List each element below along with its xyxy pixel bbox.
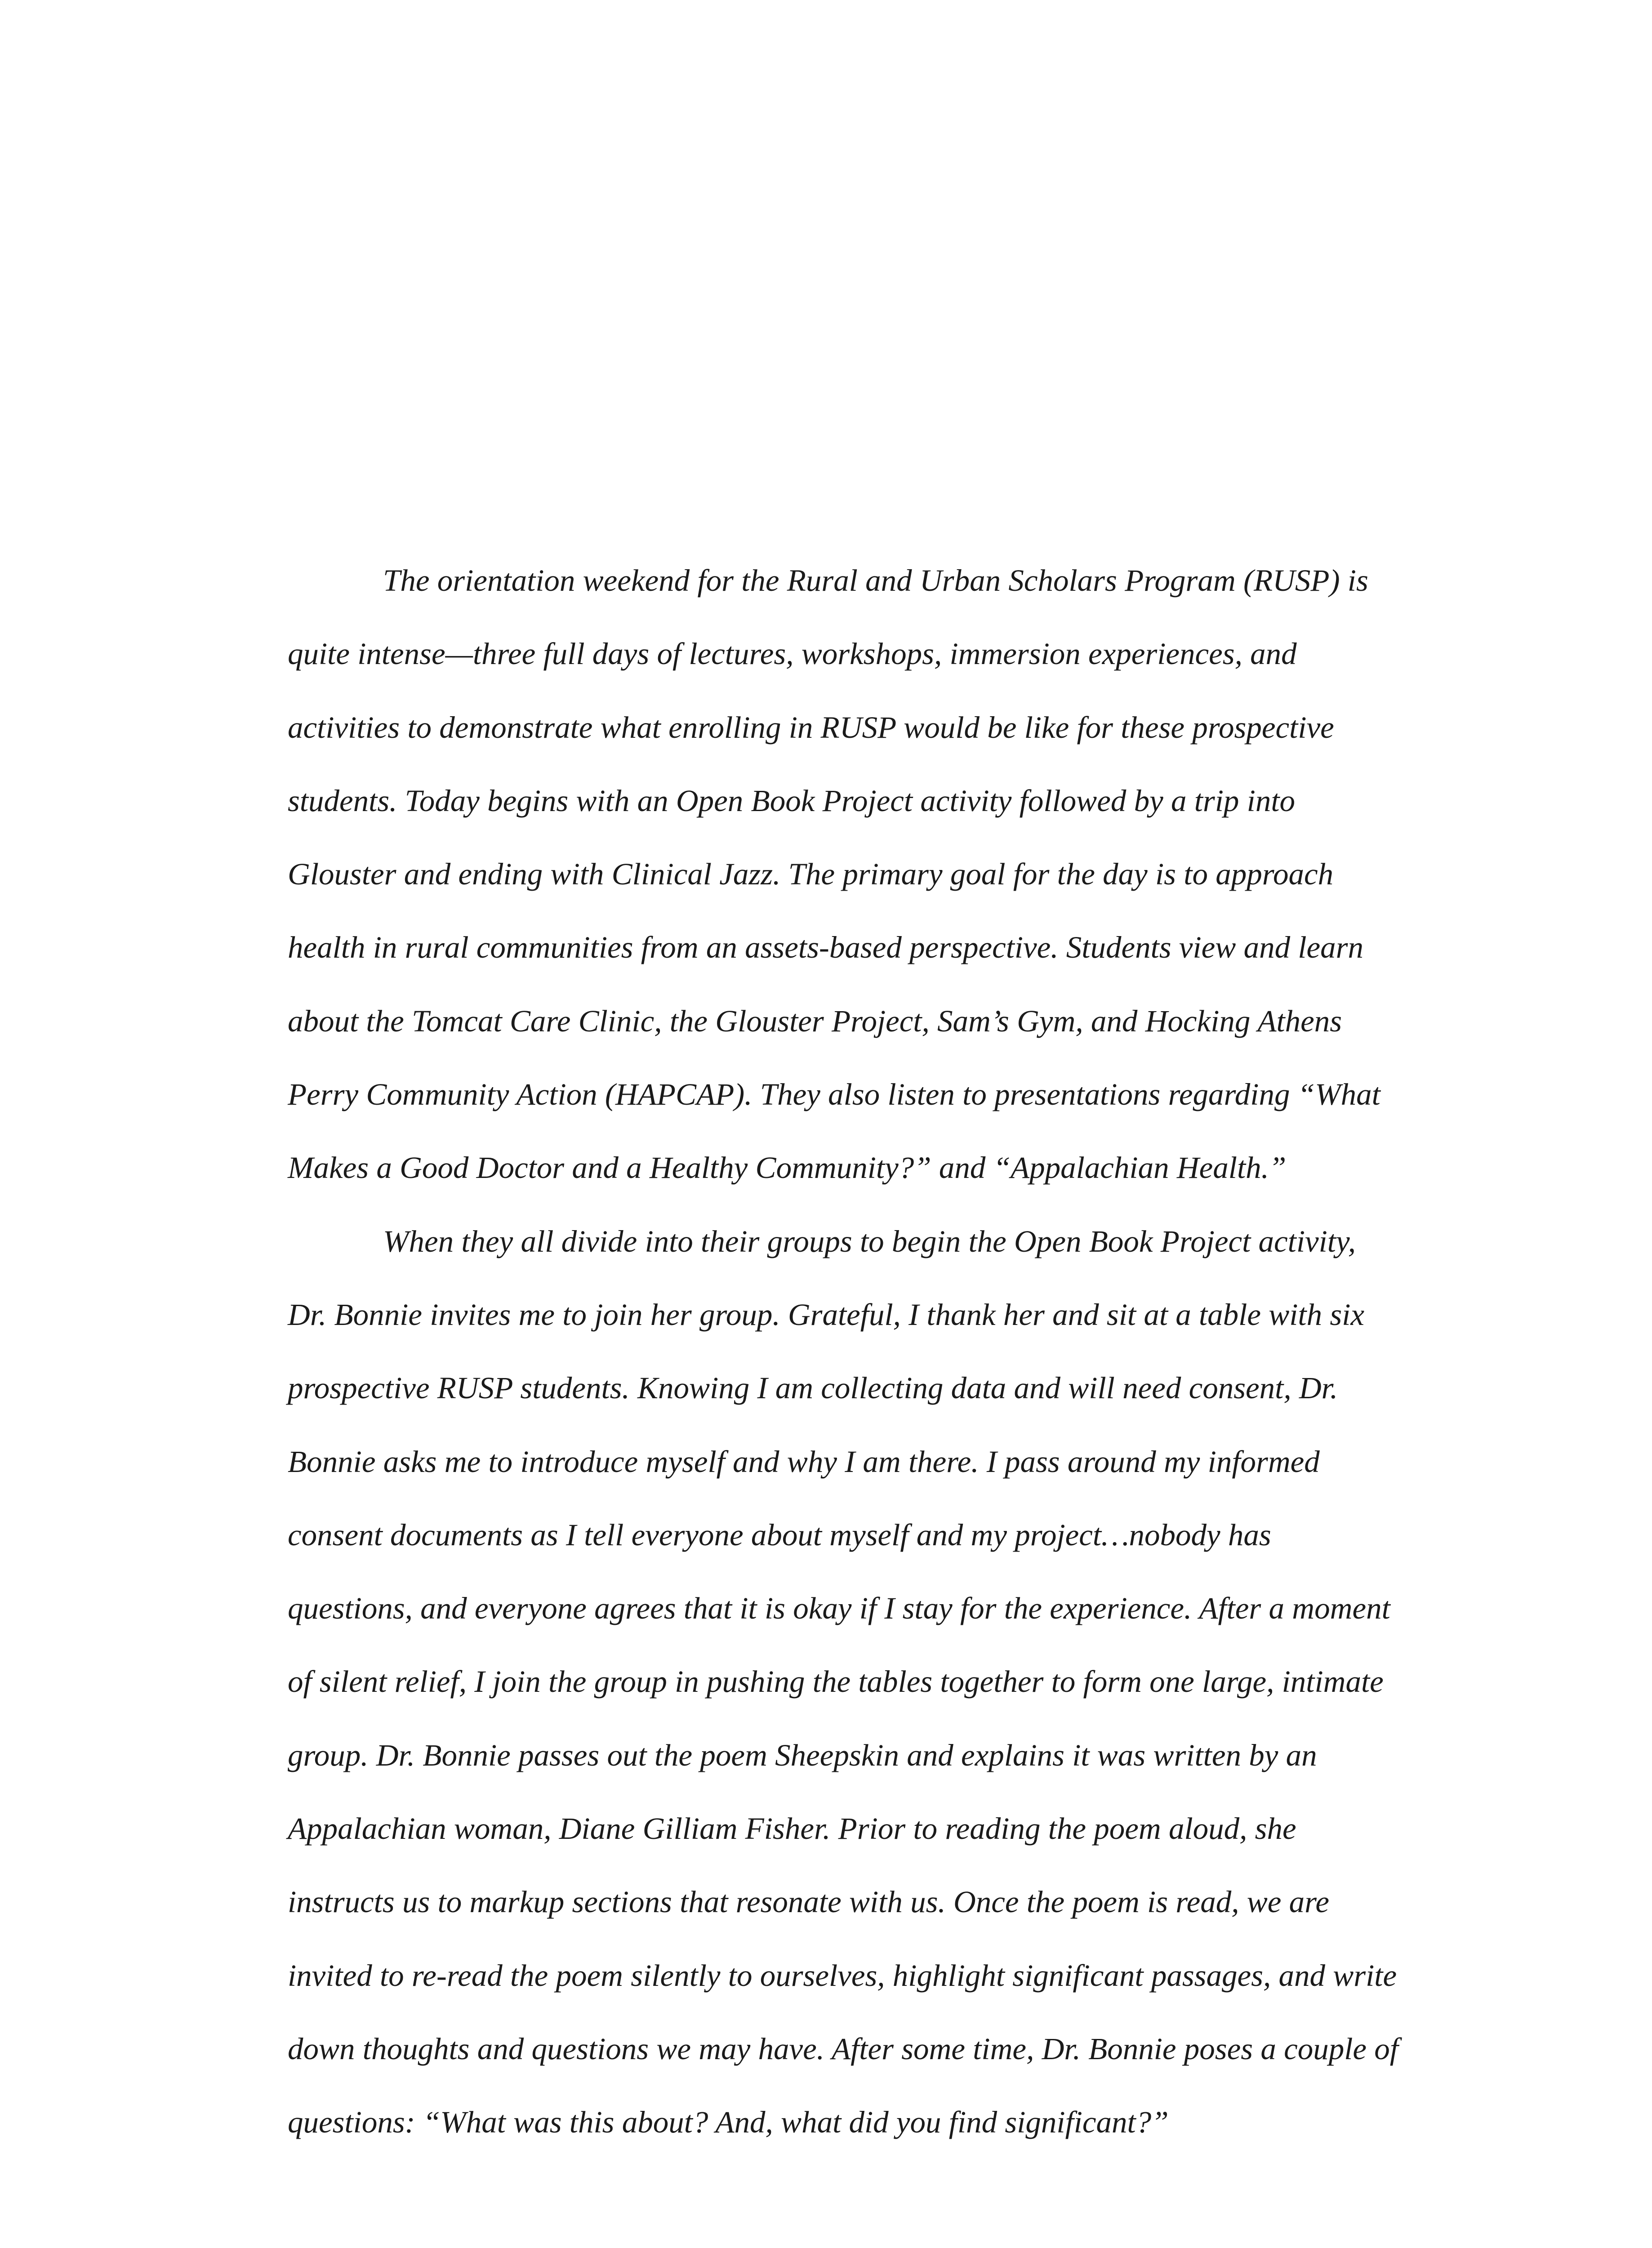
text-line: Bonnie asks me to introduce myself and why I am there. I pass around my informed (288, 1444, 1320, 1479)
paragraph-1 (288, 544, 1445, 1205)
text-line: Appalachian woman, Diane Gilliam Fisher. Prior to reading the poem aloud, she (288, 1811, 1296, 1846)
text-line: health in rural communities from an assets-based perspective. Students view and learn (288, 930, 1363, 965)
text-line: students. Today begins with an Open Book Project activity followed by a trip into (288, 783, 1295, 818)
text-line: Perry Community Action (HAPCAP). They also listen to presentations regarding “What (288, 1077, 1380, 1112)
text-line: consent documents as I tell everyone about myself and my project…nobody has (288, 1517, 1271, 1552)
text-line: about the Tomcat Care Clinic, the Glouster Project, Sam’s Gym, and Hocking Athens (288, 1004, 1342, 1038)
text-line: group. Dr. Bonnie passes out the poem Sheepskin and explains it was written by an (288, 1738, 1317, 1772)
text-line: of silent relief, I join the group in pushing the tables together to form one large, intimate (288, 1664, 1384, 1699)
body-text (288, 544, 1445, 2159)
text-line: invited to re-read the poem silently to ourselves, highlight significant passages, and write (288, 1958, 1397, 1993)
text-line: Makes a Good Doctor and a Healthy Community?” and “Appalachian Health.” (288, 1151, 1287, 1185)
text-line: The orientation weekend for the Rural and Urban Scholars Program (RUSP) is (383, 563, 1368, 598)
text-line: down thoughts and questions we may have. After some time, Dr. Bonnie poses a couple of (288, 2031, 1398, 2066)
text-line: When they all divide into their groups to begin the Open Book Project activity, (383, 1224, 1356, 1258)
text-line: questions, and everyone agrees that it is okay if I stay for the experience. After a moment (288, 1591, 1390, 1626)
text-line: Dr. Bonnie invites me to join her group. Grateful, I thank her and sit at a table with six (288, 1297, 1364, 1332)
text-line: activities to demonstrate what enrolling in RUSP would be like for these prospective (288, 710, 1334, 745)
text-line: quite intense—three full days of lectures, workshops, immersion experiences, and (288, 637, 1297, 671)
paragraph-2 (288, 1205, 1445, 2159)
text-line: prospective RUSP students. Knowing I am collecting data and will need consent, Dr. (288, 1371, 1338, 1405)
text-line: Glouster and ending with Clinical Jazz. The primary goal for the day is to approach (288, 857, 1334, 892)
text-line: questions: “What was this about? And, what did you find significant?” (288, 2105, 1169, 2140)
text-line: instructs us to markup sections that resonate with us. Once the poem is read, we are (288, 1885, 1330, 1919)
